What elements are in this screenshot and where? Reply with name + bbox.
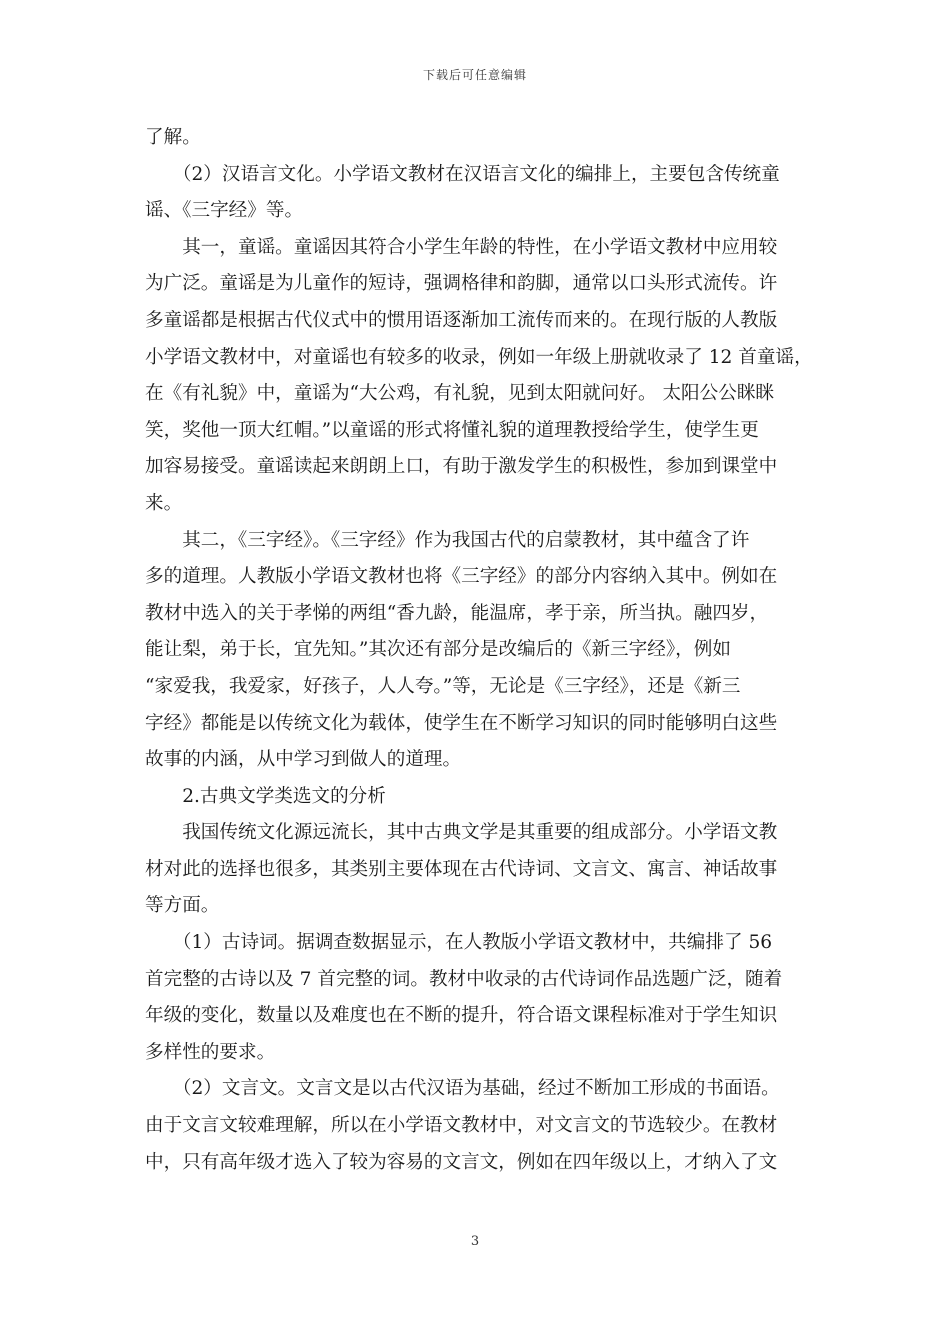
text-line: 为广泛。童谣是为儿童作的短诗，强调格律和韵脚，通常以口头形式流传。许 — [145, 273, 778, 295]
text-line: 小学语文教材中，对童谣也有较多的收录，例如一年级上册就收录了 12 首童谣， — [145, 346, 813, 368]
text-line: 加容易接受。童谣读起来朗朗上口，有助于激发学生的积极性，参加到课堂中 — [145, 456, 778, 478]
text-line: 由于文言文较难理解，所以在小学语文教材中，对文言文的节选较少。在教材 — [145, 1115, 778, 1137]
text-line: 笑，奖他一顶大红帽。”以童谣的形式将懂礼貌的道理教授给学生，使学生更 — [145, 419, 759, 441]
text-line: 中，只有高年级才选入了较为容易的文言文，例如在四年级以上，才纳入了文 — [145, 1151, 778, 1173]
text-line: 多童谣都是根据古代仪式中的惯用语逐渐加工流传而来的。在现行版的人教版 — [145, 309, 778, 331]
text-line: 来。 — [145, 492, 183, 514]
text-line: 首完整的古诗以及 7 首完整的词。教材中收录的古代诗词作品选题广泛，随着 — [145, 968, 783, 990]
text-line: 教材中选入的关于孝悌的两组“香九龄，能温席，孝于亲，所当执。融四岁， — [145, 602, 769, 624]
document-body — [145, 120, 813, 1181]
text-line: （2）汉语言文化。小学语文教材在汉语言文化的编排上，主要包含传统童 — [145, 163, 780, 185]
text-line: 能让梨，弟于长，宜先知。”其次还有部分是改编后的《新三字经》，例如 — [145, 639, 731, 661]
text-line: 了解。 — [145, 127, 201, 148]
text-line: 其二，《三字经》。《三字经》作为我国古代的启蒙教材，其中蕴含了许 — [145, 529, 750, 551]
text-line: 等方面。 — [145, 895, 220, 917]
text-line: 故事的内涵，从中学习到做人的道理。 — [145, 749, 462, 771]
text-line: 谣、《三字经》等。 — [145, 200, 304, 222]
text-line: “家爱我，我爱家，好孩子，人人夸。”等，无论是《三字经》，还是《新三 — [145, 675, 741, 697]
section-heading: 2.古典文学类选文的分析 — [145, 785, 386, 807]
text-line: 字经》都能是以传统文化为载体，使学生在不断学习知识的同时能够明白这些 — [145, 712, 778, 734]
text-line: 我国传统文化源远流长，其中古典文学是其重要的组成部分。小学语文教 — [145, 822, 778, 844]
text-line: （2）文言文。文言文是以古代汉语为基础，经过不断加工形成的书面语。 — [145, 1078, 780, 1100]
text-line: 多的道理。人教版小学语文教材也将《三字经》的部分内容纳入其中。例如在 — [145, 566, 778, 588]
page-number: 3 — [470, 1234, 480, 1249]
text-line: 多样性的要求。 — [145, 1041, 276, 1063]
text-line: 年级的变化，数量以及难度也在不断的提升，符合语文课程标准对于学生知识 — [145, 1005, 778, 1027]
text-line: 在《有礼貌》中，童谣为“大公鸡，有礼貌，见到太阳就问好。 太阳公公眯眯 — [145, 383, 775, 405]
text-line: 材对此的选择也很多，其类别主要体现在古代诗词、文言文、寓言、神话故事 — [145, 858, 778, 880]
text-line: （1）古诗词。据调查数据显示，在人教版小学语文教材中，共编排了 56 — [145, 932, 773, 954]
page-header-note: 下载后可任意编辑 — [422, 68, 527, 82]
text-line: 其一，童谣。童谣因其符合小学生年龄的特性，在小学语文教材中应用较 — [145, 236, 778, 258]
